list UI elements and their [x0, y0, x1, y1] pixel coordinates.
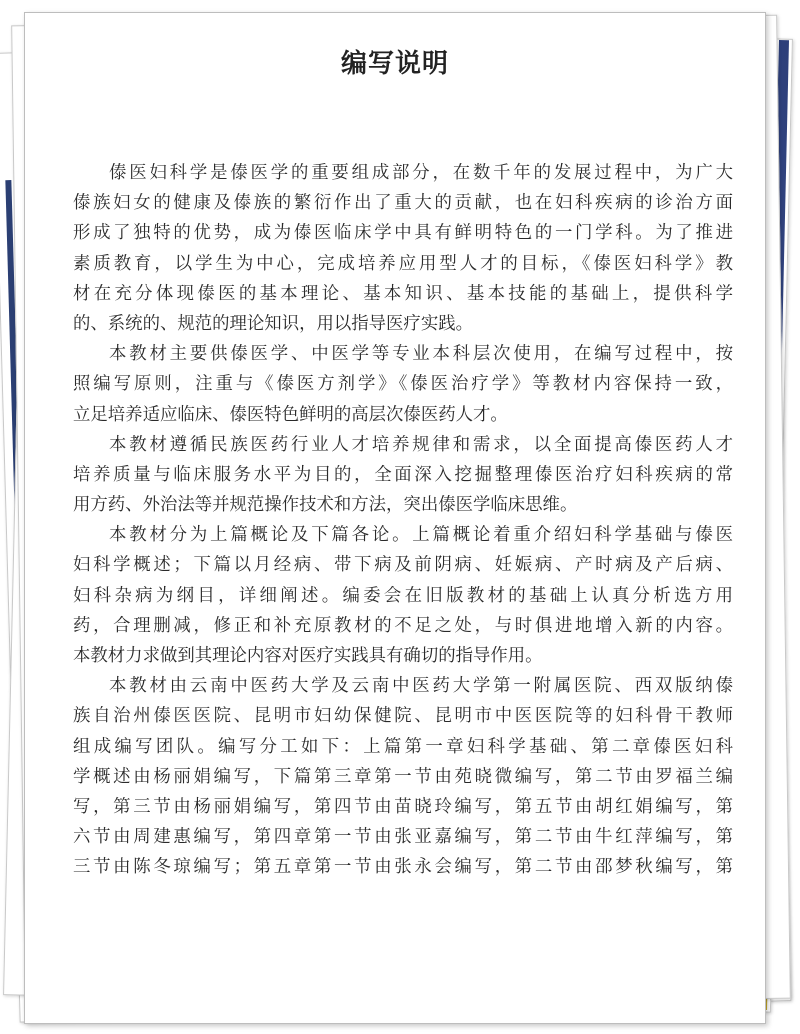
text-line: 本教材主要供傣医学、中医学等专业本科层次使用，在编写过程中，按	[109, 344, 733, 365]
text-line: 药，合理删减，修正和补充原教材的不足之处，与时俱进地增入新的内容。	[73, 615, 733, 636]
text-line: 妇科学概述；下篇以月经病、带下病及前阴病、妊娠病、产时病及产后病、	[73, 555, 733, 576]
page-title: 编写说明	[340, 49, 449, 79]
text-line: 学概述由杨丽娟编写，下篇第三章第一节由苑晓微编写，第二节由罗福兰编	[73, 766, 733, 787]
text-line: 妇科杂病为纲目，详细阐述。编委会在旧版教材的基础上认真分析选方用	[73, 585, 733, 606]
text-line: 培养质量与临床服务水平为目的，全面深入挖掘整理傣医治疗妇科疾病的常	[73, 464, 733, 485]
text-line: 的、系统的、规范的理论知识，用以指导医疗实践。	[73, 313, 473, 334]
text-line: 族自治州傣医医院、昆明市妇幼保健院、昆明市中医医院等的妇科骨干教师	[73, 706, 733, 727]
document-page	[24, 12, 766, 1024]
body-text	[73, 158, 733, 883]
text-line: 立足培养适应临床、傣医特色鲜明的高层次傣医药人才。	[73, 404, 508, 425]
text-line: 六节由周建惠编写，第四章第一节由张亚嘉编写，第二节由牛红萍编写，第	[73, 827, 733, 848]
text-line: 形成了独特的优势，成为傣医临床学中具有鲜明特色的一门学科。为了推进	[73, 223, 733, 244]
text-line: 傣族妇女的健康及傣族的繁衍作出了重大的贡献，也在妇科疾病的诊治方面	[73, 193, 733, 214]
text-line: 三节由陈冬琼编写；第五章第一节由张永会编写，第二节由邵梦秋编写，第	[73, 857, 733, 878]
text-line: 用方药、外治法等并规范操作技术和方法，突出傣医学临床思维。	[73, 495, 578, 516]
text-line: 本教材力求做到其理论内容对医疗实践具有确切的指导作用。	[73, 646, 543, 666]
text-line: 写，第三节由杨丽娟编写，第四节由苗晓玲编写，第五节由胡红娟编写，第	[73, 796, 733, 817]
text-line: 组成编写团队。编写分工如下：上篇第一章妇科学基础、第二章傣医妇科	[73, 736, 733, 757]
text-line: 本教材由云南中医药大学及云南中医药大学第一附属医院、西双版纳傣	[109, 676, 733, 697]
text-line: 本教材分为上篇概论及下篇各论。上篇概论着重介绍妇科学基础与傣医	[109, 525, 733, 546]
text-line: 材在充分体现傣医的基本理论、基本知识、基本技能的基础上，提供科学	[73, 283, 733, 304]
text-line: 素质教育，以学生为中心，完成培养应用型人才的目标，《傣医妇科学》教	[73, 253, 733, 274]
text-line: 傣医妇科学是傣医学的重要组成部分，在数千年的发展过程中，为广大	[109, 163, 733, 183]
text-line: 本教材遵循民族医药行业人才培养规律和需求，以全面提高傣医药人才	[109, 434, 733, 455]
text-line: 照编写原则，注重与《傣医方剂学》《傣医治疗学》等教材内容保持一致，	[73, 374, 733, 395]
